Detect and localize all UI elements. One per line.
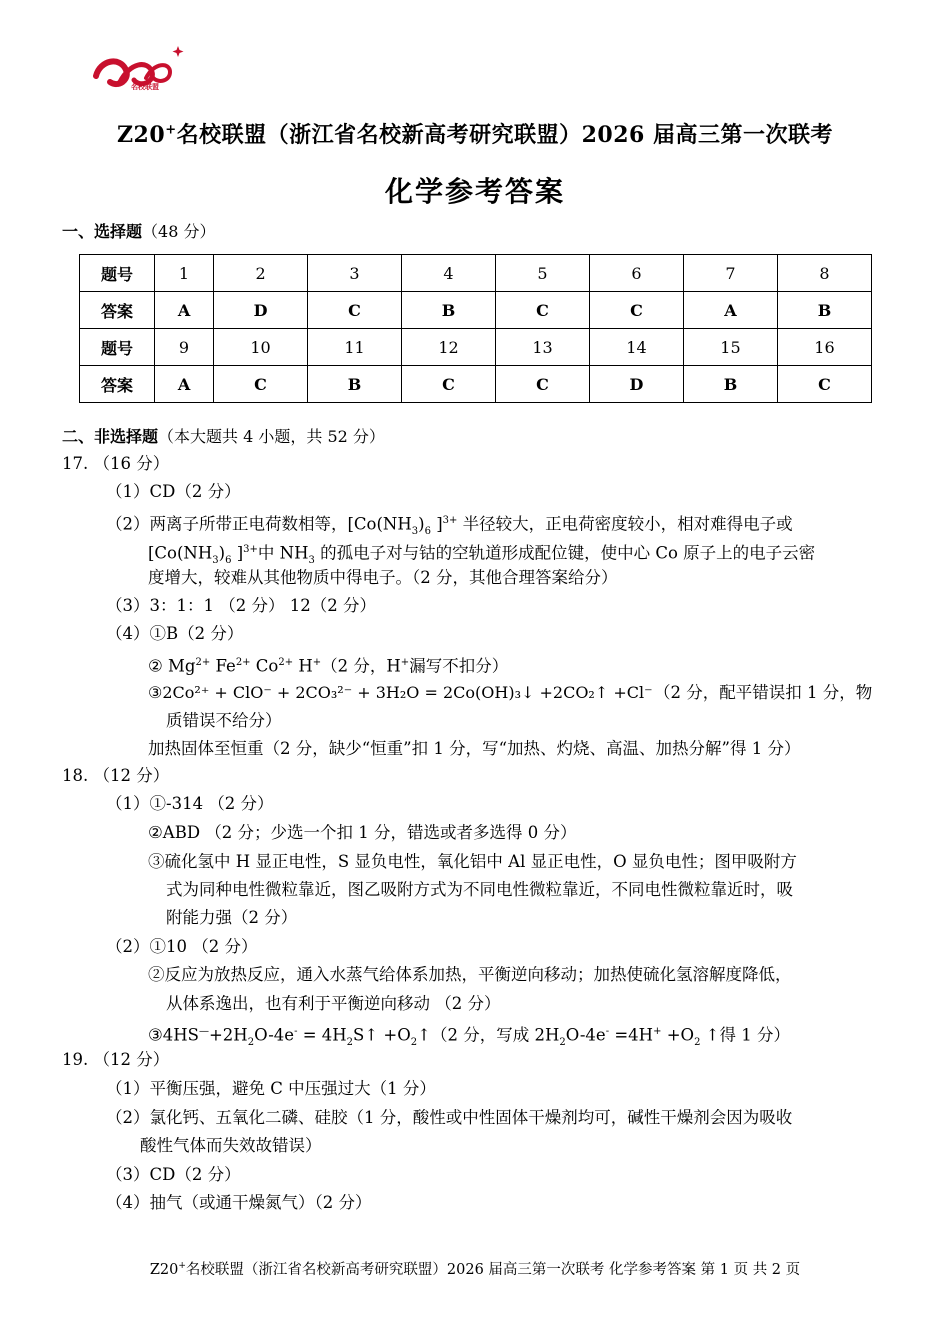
q18-part2-b-line1: ②反应为放热反应，通入水蒸气给体系加热，平衡逆向移动；加热使硫化氢溶解度降低，	[148, 965, 792, 984]
page-subtitle: 化学参考答案	[384, 175, 565, 208]
answer-table	[79, 254, 872, 403]
q18-part1-a: （1）①-314 （2 分）	[106, 794, 274, 813]
answer-cell: B	[308, 366, 402, 403]
question-number-cell: 3	[308, 255, 402, 292]
q17-part1: （1）CD（2 分）	[106, 482, 241, 501]
q17-part4-c-note: （2 分，配平错误扣 1 分，物	[654, 683, 873, 702]
question-number-cell: 16	[777, 329, 871, 366]
answer-cell: C	[589, 292, 683, 329]
q19-part2-line2: 酸性气体而失效故错误）	[140, 1136, 322, 1155]
q18-part1-c-line3: 附能力强（2 分）	[166, 908, 298, 927]
q18-part2-a: （2）①10 （2 分）	[106, 937, 258, 956]
table-row-header: 答案	[80, 292, 155, 329]
q18-part1-c-line1: ③硫化氢中 H 显正电性，S 显负电性，氧化铝中 Al 显正电性，O 显负电性；图甲吸附方	[148, 852, 797, 871]
q17-part4-d: 质错误不给分）	[166, 711, 282, 730]
question-number-cell: 4	[402, 255, 496, 292]
q17-part4-e: 加热固体至恒重（2 分，缺少“恒重”扣 1 分，写“加热、灼烧、高温、加热分解”得 1 分）	[148, 739, 801, 758]
section-heading-nonchoice: 二、非选择题（本大题共 4 小题，共 52 分）	[62, 427, 385, 446]
table-row-header: 题号	[80, 329, 155, 366]
q17-part4-a: （4）①B（2 分）	[106, 624, 244, 643]
answer-cell: C	[496, 366, 590, 403]
q19-part2-line1: （2）氯化钙、五氧化二磷、硅胶（1 分，酸性或中性固体干燥剂均可，碱性干燥剂会因为吸收	[106, 1108, 793, 1127]
q17-part2-line3: 度增大，较难从其他物质中得电子。（2 分，其他合理答案给分）	[148, 568, 618, 587]
section-heading-choice: 一、选择题（48 分）	[62, 222, 216, 241]
answer-table-row	[80, 366, 872, 403]
answer-cell: B	[777, 292, 871, 329]
answer-cell: A	[155, 366, 214, 403]
q17-part4-b: ② $Mg^{2+}$ $Fe^{2+}$ $Co^{2+}$ H+（2 分，H+漏写不扣分）	[148, 656, 509, 676]
answer-table-row	[80, 255, 872, 292]
q19-part1: （1）平衡压强，避免 C 中压强过大（1 分）	[106, 1079, 436, 1098]
question-number-cell: 2	[214, 255, 308, 292]
page-footer: Z20+名校联盟（浙江省名校新高考研究联盟）2026 届高三第一次联考 化学参考答案 第 1 页 共 2 页	[149, 1261, 801, 1278]
answer-cell: A	[683, 292, 777, 329]
q18-part2-b-line2: 从体系逸出，也有利于平衡逆向移动 （2 分）	[166, 994, 501, 1013]
question-number-cell: 14	[589, 329, 683, 366]
answer-cell: D	[214, 292, 308, 329]
q18-part2-c: $③4HS^—+2H_2O-4e^-$ = $4H_2S↑$ $+O_2↑(2$ 分，写成 $2H_2O-4e^- =4H^+ +O_2$ ↑得 1 分）	[148, 1025, 790, 1048]
logo-label: 名校联盟	[131, 83, 159, 91]
question-number-cell: 12	[402, 329, 496, 366]
answer-cell: C	[496, 292, 590, 329]
q17-part3: （3）3：1：1 （2 分） 12（2 分）	[106, 596, 376, 615]
answer-cell: B	[402, 292, 496, 329]
q19-heading: 19. （12 分）	[62, 1050, 170, 1069]
answer-cell: B	[683, 366, 777, 403]
q18-part1-c-line2: 式为同种电性微粒靠近，图乙吸附方式为不同电性微粒靠近，不同电性微粒靠近时，吸	[166, 880, 793, 899]
table-row-header: 题号	[80, 255, 155, 292]
answer-cell: C	[777, 366, 871, 403]
question-number-cell: 9	[155, 329, 214, 366]
question-number-cell: 6	[589, 255, 683, 292]
q19-part4: （4）抽气（或通干燥氮气）（2 分）	[106, 1193, 372, 1212]
q18-heading: 18. （12 分）	[62, 766, 170, 785]
answer-table-row	[80, 292, 872, 329]
q17-part4-c-equation: ③2Co²⁺ + ClO⁻ + 2CO₃²⁻ + 3H₂O = 2Co(OH)₃↓ +2CO₂↑ +Cl⁻	[148, 683, 653, 702]
answer-cell: C	[308, 292, 402, 329]
page-title: Z20+名校联盟（浙江省名校新高考研究联盟）2026 届高三第一次联考	[117, 122, 833, 148]
q17-part2-line1: （2）两离子所带正电荷数相等，[$Co(NH_3)_6$ ]$^{3+}$ 半径较大，正电荷密度较小，相对难得电子或	[106, 514, 793, 537]
answer-cell: C	[402, 366, 496, 403]
answer-cell: D	[589, 366, 683, 403]
question-number-cell: 8	[777, 255, 871, 292]
question-number-cell: 5	[496, 255, 590, 292]
table-row-header: 答案	[80, 366, 155, 403]
question-number-cell: 11	[308, 329, 402, 366]
answer-cell: C	[214, 366, 308, 403]
answer-table-row	[80, 329, 872, 366]
answer-cell: A	[155, 292, 214, 329]
question-number-cell: 10	[214, 329, 308, 366]
question-number-cell: 1	[155, 255, 214, 292]
q19-part3: （3）CD（2 分）	[106, 1165, 241, 1184]
question-number-cell: 13	[496, 329, 590, 366]
question-number-cell: 15	[683, 329, 777, 366]
q17-part2-line2: [$Co(NH_3)_6$ ]$^{3+}$中 $NH_3$ 的孤电子对与钴的空轨道形成配位键，使中心 Co 原子上的电子云密	[148, 543, 816, 566]
question-number-cell: 7	[683, 255, 777, 292]
q18-part1-b: ②ABD （2 分；少选一个扣 1 分，错选或者多选得 0 分）	[148, 823, 577, 842]
q17-heading: 17. （16 分）	[62, 454, 170, 473]
alliance-logo	[90, 42, 190, 102]
